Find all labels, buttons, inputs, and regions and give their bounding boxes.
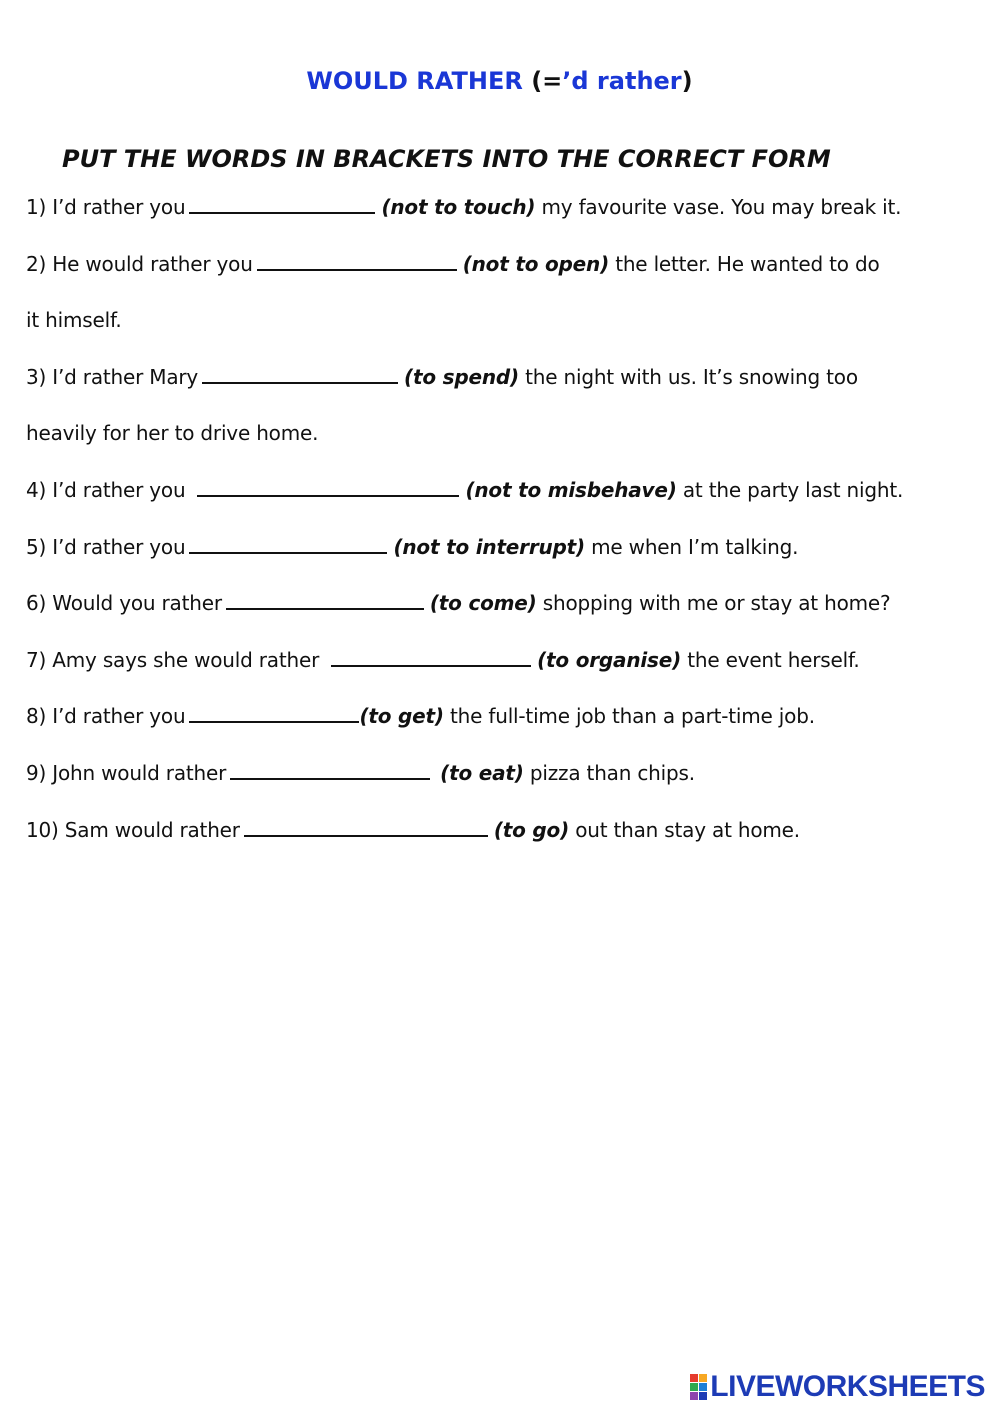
exercise-2-prefix: 2) He would rather you xyxy=(26,251,253,276)
instruction-heading: PUT THE WORDS IN BRACKETS INTO THE CORRECT FORM xyxy=(62,145,831,173)
exercise-5-suffix: me when I’m talking. xyxy=(591,534,799,559)
exercise-1-hint: (not to touch) xyxy=(381,195,536,219)
exercise-5 xyxy=(26,528,976,585)
exercise-6-prefix: 6) Would you rather xyxy=(26,591,222,616)
exercise-4-hint: (not to misbehave) xyxy=(465,477,677,502)
exercise-4 xyxy=(26,471,976,528)
answer-blank-1[interactable] xyxy=(189,190,375,214)
title-main: WOULD RATHER xyxy=(306,67,523,95)
exercise-6-hint: (to come) xyxy=(429,591,537,616)
logo-square xyxy=(690,1392,698,1400)
exercise-4-prefix: 4) I’d rather you xyxy=(26,477,186,502)
exercise-6 xyxy=(26,584,976,641)
answer-blank-10[interactable] xyxy=(244,813,488,837)
exercise-1 xyxy=(26,188,976,245)
title-contraction: ’d rather xyxy=(562,67,682,95)
answer-blank-7[interactable] xyxy=(331,643,531,667)
exercise-1-suffix: my favourite vase. You may break it. xyxy=(541,195,902,219)
logo-square xyxy=(690,1383,698,1391)
exercise-9-hint: (to eat) xyxy=(440,760,524,785)
exercise-5-prefix: 5) I’d rather you xyxy=(26,534,186,559)
exercise-10-hint: (to go) xyxy=(493,817,570,842)
exercise-2-suffix: the letter. He wanted to do xyxy=(615,251,880,276)
exercise-3-continuation: heavily for her to drive home. xyxy=(26,421,319,446)
answer-blank-4[interactable] xyxy=(197,473,459,497)
logo-square xyxy=(690,1374,698,1382)
exercise-3-suffix: the night with us. It’s snowing too xyxy=(525,364,858,389)
exercise-7 xyxy=(26,641,976,698)
exercise-9 xyxy=(26,754,976,811)
exercise-1-prefix: 1) I’d rather you xyxy=(26,195,186,219)
answer-blank-8[interactable] xyxy=(189,699,359,723)
answer-blank-5[interactable] xyxy=(189,530,387,554)
logo-text: LIVEWORKSHEETS xyxy=(710,1370,985,1403)
exercise-4-suffix: at the party last night. xyxy=(682,477,904,502)
exercise-10-prefix: 10) Sam would rather xyxy=(26,817,240,842)
exercise-7-hint: (to organise) xyxy=(537,647,682,672)
exercise-5-hint: (not to interrupt) xyxy=(393,534,585,559)
exercise-10-suffix: out than stay at home. xyxy=(575,817,800,842)
exercise-9-suffix: pizza than chips. xyxy=(529,760,695,785)
exercise-3 xyxy=(26,358,976,415)
answer-blank-9[interactable] xyxy=(230,756,430,780)
worksheet-title xyxy=(0,64,999,98)
exercise-10 xyxy=(26,811,976,868)
exercise-2-continuation: it himself. xyxy=(26,308,122,333)
exercise-7-suffix: the event herself. xyxy=(687,647,860,672)
logo-square xyxy=(699,1392,707,1400)
exercise-6-suffix: shopping with me or stay at home? xyxy=(542,591,891,616)
logo-square xyxy=(699,1383,707,1391)
exercise-8-suffix: the full-time job than a part-time job. xyxy=(450,704,815,729)
exercise-7-prefix: 7) Amy says she would rather xyxy=(26,647,320,672)
logo-square xyxy=(699,1374,707,1382)
exercise-3-hint: (to spend) xyxy=(404,364,519,389)
liveworksheets-logo-icon xyxy=(690,1374,707,1400)
answer-blank-3[interactable] xyxy=(202,360,398,384)
exercise-8 xyxy=(26,697,976,754)
answer-blank-6[interactable] xyxy=(226,586,424,610)
answer-blank-2[interactable] xyxy=(257,247,457,271)
exercise-9-prefix: 9) John would rather xyxy=(26,760,227,785)
exercise-3-prefix: 3) I’d rather Mary xyxy=(26,364,199,389)
exercise-8-hint: (to get) xyxy=(359,704,444,729)
exercise-list xyxy=(26,188,976,867)
exercise-2-hint: (not to open) xyxy=(462,251,610,276)
liveworksheets-logo xyxy=(690,1370,985,1404)
title-close-paren: ) xyxy=(681,67,693,95)
exercise-2 xyxy=(26,245,976,302)
title-open-paren: (= xyxy=(531,67,563,95)
exercise-8-prefix: 8) I’d rather you xyxy=(26,704,186,729)
